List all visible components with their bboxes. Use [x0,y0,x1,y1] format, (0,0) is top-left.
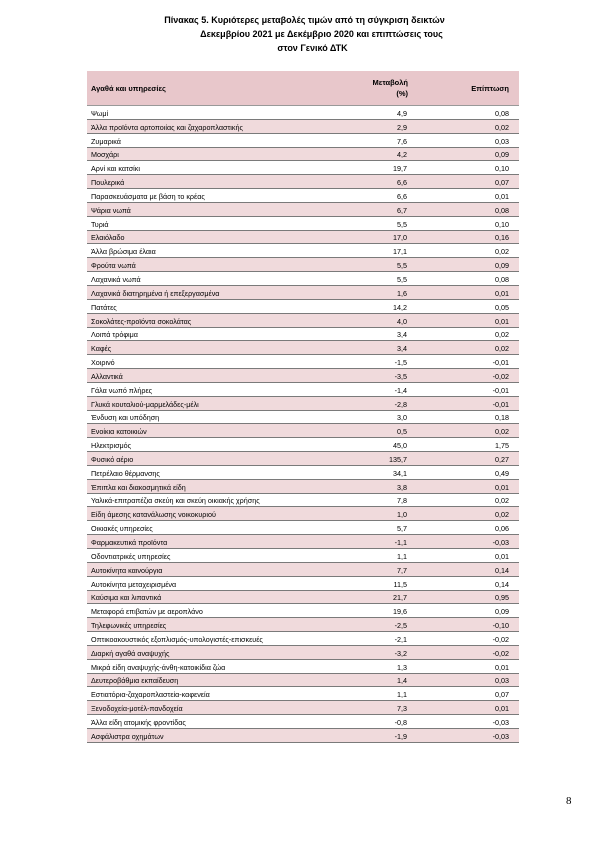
table-row [87,161,519,175]
row-change-cell: 21,7 [327,590,422,604]
row-change-cell: 1,1 [327,549,422,563]
table-row [87,645,519,659]
row-impact-cell: 0,01 [422,549,519,563]
header-row [87,71,519,106]
row-impact-cell: -0,10 [422,618,519,632]
row-change-cell: -0,8 [327,715,422,729]
row-change-cell: 3,8 [327,479,422,493]
row-item-cell: Αυτοκίνητα μεταχειρισμένα [87,576,327,590]
row-change-cell: 2,9 [327,119,422,133]
row-item-cell: Φρούτα νωπά [87,258,327,272]
row-impact-cell: 0,02 [422,424,519,438]
row-change-cell: 6,7 [327,202,422,216]
row-impact-cell: -0,03 [422,715,519,729]
row-impact-cell: -0,02 [422,632,519,646]
row-item-cell: Καύσιμα και λιπαντικά [87,590,327,604]
row-item-cell: Παρασκευάσματα με βάση το κρέας [87,189,327,203]
table-row [87,728,519,742]
table-body [87,106,519,743]
row-item-cell: Ηλεκτρισμός [87,438,327,452]
table-row [87,479,519,493]
header-change [327,71,422,106]
table-row [87,272,519,286]
table-row [87,424,519,438]
row-impact-cell: 0,03 [422,133,519,147]
row-item-cell: Λαχανικά νωπά [87,272,327,286]
table-row [87,258,519,272]
row-change-cell: 6,6 [327,189,422,203]
table-row [87,549,519,563]
table-row [87,202,519,216]
row-impact-cell: 0,07 [422,687,519,701]
row-item-cell: Οπτικοακουστικός εξοπλισμός-υπολογιστές-επισκευές [87,632,327,646]
row-impact-cell: 0,01 [422,189,519,203]
table-row [87,465,519,479]
title-line-3: στον Γενικό ΔΤΚ [277,43,348,53]
table-row [87,369,519,383]
row-item-cell: Πουλερικά [87,175,327,189]
row-impact-cell: -0,01 [422,396,519,410]
row-change-cell: 1,0 [327,507,422,521]
row-item-cell: Τηλεφωνικές υπηρεσίες [87,618,327,632]
row-impact-cell: -0,01 [422,382,519,396]
row-impact-cell: 0,09 [422,147,519,161]
row-change-cell: 19,6 [327,604,422,618]
row-item-cell: Αρνί και κατσίκι [87,161,327,175]
table-row [87,119,519,133]
row-impact-cell: 0,01 [422,659,519,673]
row-change-cell: 7,3 [327,701,422,715]
row-impact-cell: 0,02 [422,507,519,521]
row-change-cell: 34,1 [327,465,422,479]
table-row [87,687,519,701]
row-item-cell: Είδη άμεσης κατανάλωσης νοικοκυριού [87,507,327,521]
table-row [87,327,519,341]
header-change-label: Μεταβολή [372,78,408,87]
row-item-cell: Διαρκή αγαθά αναψυχής [87,645,327,659]
table-row [87,590,519,604]
table-row [87,189,519,203]
row-change-cell: -2,8 [327,396,422,410]
table-row [87,355,519,369]
row-change-cell: -3,2 [327,645,422,659]
row-item-cell: Ψάρια νωπά [87,202,327,216]
row-item-cell: Ξενοδοχεία-μοτέλ-πανδοχεία [87,701,327,715]
row-change-cell: 3,0 [327,410,422,424]
row-impact-cell: 0,14 [422,576,519,590]
row-item-cell: Άλλα είδη ατομικής φροντίδας [87,715,327,729]
header-goods-services: Αγαθά και υπηρεσίες [87,71,327,106]
row-item-cell: Γλυκά κουταλιού-μαρμελάδες-μέλι [87,396,327,410]
row-impact-cell: 0,01 [422,479,519,493]
table-row [87,341,519,355]
row-item-cell: Οδοντιατρικές υπηρεσίες [87,549,327,563]
row-impact-cell: 0,01 [422,285,519,299]
table-row [87,396,519,410]
row-impact-cell: -0,01 [422,355,519,369]
row-change-cell: -1,4 [327,382,422,396]
table-row [87,285,519,299]
row-item-cell: Μικρά είδη αναψυχής-άνθη-κατοικίδια ζώα [87,659,327,673]
table-row [87,230,519,244]
row-change-cell: -2,1 [327,632,422,646]
row-item-cell: Γάλα νωπό πλήρες [87,382,327,396]
title-line-1: Πίνακας 5. Κυριότερες μεταβολές τιμών από τη σύγκριση δεικτών [164,15,445,25]
row-change-cell: 7,7 [327,562,422,576]
row-impact-cell: -0,03 [422,728,519,742]
row-impact-cell: 0,09 [422,258,519,272]
row-impact-cell: -0,02 [422,645,519,659]
row-item-cell: Έπιπλα και διακοσμητικά είδη [87,479,327,493]
row-impact-cell: 0,16 [422,230,519,244]
row-change-cell: 11,5 [327,576,422,590]
row-change-cell: -3,5 [327,369,422,383]
row-impact-cell: 0,06 [422,521,519,535]
row-impact-cell: 0,09 [422,604,519,618]
table-row [87,659,519,673]
row-impact-cell: 0,08 [422,272,519,286]
row-impact-cell: 0,10 [422,216,519,230]
row-impact-cell: 0,07 [422,175,519,189]
row-impact-cell: 1,75 [422,438,519,452]
table-row [87,216,519,230]
row-item-cell: Φαρμακευτικά προϊόντα [87,535,327,549]
row-item-cell: Δευτεροβάθμια εκπαίδευση [87,673,327,687]
row-impact-cell: 0,05 [422,299,519,313]
table-row [87,521,519,535]
row-impact-cell: 0,18 [422,410,519,424]
row-item-cell: Ελαιόλαδο [87,230,327,244]
row-item-cell: Ζυμαρικά [87,133,327,147]
table-row [87,618,519,632]
table-row [87,175,519,189]
row-impact-cell: 0,10 [422,161,519,175]
row-change-cell: 1,6 [327,285,422,299]
table-row [87,507,519,521]
price-changes-table [87,71,519,743]
row-item-cell: Ένδυση και υπόδηση [87,410,327,424]
table-row [87,313,519,327]
row-impact-cell: -0,03 [422,535,519,549]
row-change-cell: 5,7 [327,521,422,535]
row-item-cell: Οικιακές υπηρεσίες [87,521,327,535]
table-row [87,576,519,590]
row-change-cell: 135,7 [327,452,422,466]
row-change-cell: -1,1 [327,535,422,549]
row-item-cell: Λαχανικά διατηρημένα ή επεξεργασμένα [87,285,327,299]
row-item-cell: Καφές [87,341,327,355]
row-item-cell: Αλλαντικά [87,369,327,383]
row-impact-cell: 0,08 [422,106,519,120]
row-item-cell: Άλλα προϊόντα αρτοποιίας και ζαχαροπλαστικής [87,119,327,133]
table-row [87,632,519,646]
table-row [87,715,519,729]
row-change-cell: -1,5 [327,355,422,369]
row-impact-cell: 0,01 [422,701,519,715]
table-row [87,562,519,576]
row-item-cell: Αυτοκίνητα καινούργια [87,562,327,576]
row-impact-cell: 0,02 [422,119,519,133]
row-change-cell: 7,8 [327,493,422,507]
row-impact-cell: 0,02 [422,341,519,355]
row-change-cell: 1,4 [327,673,422,687]
row-item-cell: Χοιρινό [87,355,327,369]
row-change-cell: 3,4 [327,341,422,355]
row-item-cell: Ενοίκια κατοικιών [87,424,327,438]
row-item-cell: Πετρέλαιο θέρμανσης [87,465,327,479]
row-impact-cell: 0,95 [422,590,519,604]
row-item-cell: Εστιατόρια-ζαχαροπλαστεία-καφενεία [87,687,327,701]
row-change-cell: -2,5 [327,618,422,632]
row-impact-cell: 0,49 [422,465,519,479]
row-item-cell: Φυσικό αέριο [87,452,327,466]
row-impact-cell: 0,14 [422,562,519,576]
row-impact-cell: 0,02 [422,493,519,507]
table-row [87,133,519,147]
row-change-cell: 0,5 [327,424,422,438]
table-row [87,382,519,396]
table-row [87,299,519,313]
row-item-cell: Τυριά [87,216,327,230]
row-item-cell: Μοσχάρι [87,147,327,161]
table-row [87,493,519,507]
row-item-cell: Πατάτες [87,299,327,313]
table-row [87,535,519,549]
row-item-cell: Υαλικά-επιτραπέζια σκεύη και σκεύη οικιακής χρήσης [87,493,327,507]
row-impact-cell: -0,02 [422,369,519,383]
row-change-cell: 17,0 [327,230,422,244]
row-impact-cell: 0,02 [422,327,519,341]
row-impact-cell: 0,03 [422,673,519,687]
table-header [87,71,519,106]
table-row [87,604,519,618]
row-change-cell: 5,5 [327,272,422,286]
row-item-cell: Λοιπά τρόφιμα [87,327,327,341]
table-row [87,106,519,120]
row-change-cell: 19,7 [327,161,422,175]
table-row [87,147,519,161]
page-number: 8 [566,795,572,807]
row-item-cell: Σοκολάτες-προϊόντα σοκολάτας [87,313,327,327]
row-change-cell: 5,5 [327,216,422,230]
row-change-cell: 7,6 [327,133,422,147]
row-change-cell: 6,6 [327,175,422,189]
table-title [0,13,595,55]
row-item-cell: Μεταφορά επιβατών με αεροπλάνο [87,604,327,618]
table-row [87,244,519,258]
row-change-cell: 5,5 [327,258,422,272]
title-line-2: Δεκεμβρίου 2021 με Δεκέμβριο 2020 και επιπτώσεις τους [200,29,443,39]
row-change-cell: 3,4 [327,327,422,341]
row-change-cell: 14,2 [327,299,422,313]
row-item-cell: Ασφάλιστρα οχημάτων [87,728,327,742]
header-impact: Επίπτωση [422,71,519,106]
table-row [87,410,519,424]
row-change-cell: 4,2 [327,147,422,161]
table-row [87,701,519,715]
row-item-cell: Ψωμί [87,106,327,120]
row-change-cell: 1,1 [327,687,422,701]
row-change-cell: 17,1 [327,244,422,258]
row-change-cell: -1,9 [327,728,422,742]
row-impact-cell: 0,08 [422,202,519,216]
row-impact-cell: 0,02 [422,244,519,258]
table-row [87,452,519,466]
row-change-cell: 4,9 [327,106,422,120]
row-impact-cell: 0,01 [422,313,519,327]
header-change-unit: (%) [396,89,408,98]
table-row [87,673,519,687]
row-change-cell: 4,0 [327,313,422,327]
row-change-cell: 1,3 [327,659,422,673]
table-row [87,438,519,452]
row-change-cell: 45,0 [327,438,422,452]
row-impact-cell: 0,27 [422,452,519,466]
row-item-cell: Άλλα βρώσιμα έλαια [87,244,327,258]
